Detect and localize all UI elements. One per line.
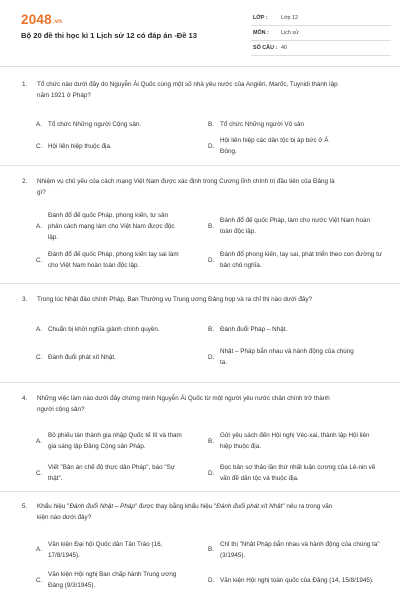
meta-label: MÔN : bbox=[253, 30, 269, 36]
document-title: Bộ 20 đề thi học kì 1 Lịch sử 12 có đáp án -Đề 13 bbox=[21, 31, 197, 40]
option-letter: C. bbox=[36, 353, 43, 361]
option-text: Đánh đổ đế quốc Pháp, làm cho nước Việt Nam hoàn toàn độc lập. bbox=[220, 217, 370, 235]
option-letter: B. bbox=[208, 222, 214, 230]
option-letter: A. bbox=[36, 546, 42, 553]
option-d[interactable] bbox=[208, 135, 383, 157]
option-letter: A. bbox=[36, 437, 42, 445]
option-letter: C. bbox=[36, 576, 43, 584]
option-letter: D. bbox=[208, 256, 215, 264]
question-text: Nhiệm vụ chủ yếu của cách mạng Việt Nam được xác định trong Cương lĩnh chính trị đầu tiên của Đảng là gì? bbox=[37, 178, 335, 196]
question-number: 1. bbox=[22, 81, 28, 88]
question-4 bbox=[0, 383, 400, 492]
meta-value: Lớp 12 bbox=[281, 15, 299, 21]
option-text: Bỏ phiếu tán thành gia nhập Quốc tế III và tham gia sáng lập Đảng Cộng sản Pháp. bbox=[48, 432, 182, 450]
option-text: Văn kiện Hội nghị Ban chấp hành Trung ương Đảng (9/3/1945). bbox=[48, 571, 177, 589]
option-text: Tổ chức Những người Vô sản bbox=[220, 120, 304, 128]
question-text: Trong lúc Nhật đảo chính Pháp, Ban Thường vụ Trung ương Đảng họp và ra chỉ thị nào dưới đây? bbox=[37, 296, 312, 303]
question-number: 5. bbox=[22, 503, 28, 510]
option-letter: B. bbox=[208, 120, 214, 128]
option-text: Viết "Bản án chế độ thực dân Pháp", báo "Sự thật". bbox=[48, 464, 176, 482]
option-letter: C. bbox=[36, 469, 43, 477]
option-text: Gửi yêu sách đến Hội nghị Véc-xai, thành lập Hội liên hiệp thuộc địa. bbox=[220, 432, 370, 450]
option-letter: B. bbox=[208, 325, 214, 333]
question-number: 2. bbox=[22, 178, 28, 185]
option-text: Đọc bản sơ thảo lần thứ nhất luận cương của Lê-nin về vấn đề dân tộc và thuộc địa. bbox=[220, 464, 376, 482]
option-text: Văn kiện Hội nghị toàn quốc của Đảng (14, 15/8/1945). bbox=[220, 576, 374, 584]
question-3 bbox=[0, 284, 400, 383]
option-letter: A. bbox=[36, 325, 42, 333]
option-letter: B. bbox=[208, 546, 214, 553]
option-letter: D. bbox=[208, 576, 215, 584]
question-2 bbox=[0, 166, 400, 284]
option-b[interactable] bbox=[208, 206, 383, 246]
option-text: Chuẩn bị khởi nghĩa giành chính quyền. bbox=[48, 325, 160, 333]
question-text: Những việc làm nào dưới đây chứng minh Nguyễn Ái Quốc từ một người yêu nước chân chính trở thành người cộng sản? bbox=[37, 395, 330, 413]
option-b[interactable] bbox=[208, 424, 383, 458]
site-logo[interactable]: 2048.vn bbox=[21, 12, 63, 27]
option-b[interactable] bbox=[208, 533, 383, 566]
option-d[interactable] bbox=[208, 344, 383, 370]
option-letter: D. bbox=[208, 353, 215, 361]
question-5 bbox=[0, 492, 400, 604]
option-letter: C. bbox=[36, 142, 43, 150]
meta-value: 40 bbox=[281, 45, 287, 51]
option-text: Đánh đuổi Pháp – Nhật. bbox=[220, 325, 288, 333]
meta-value: Lịch sử bbox=[281, 30, 299, 36]
option-text: Tổ chức Những người Cộng sản. bbox=[48, 120, 142, 128]
slogan-old: Đánh đuổi Nhật – Pháp bbox=[69, 503, 135, 510]
question-list bbox=[0, 78, 400, 604]
option-d[interactable] bbox=[208, 566, 383, 594]
option-c[interactable] bbox=[36, 566, 183, 594]
question-1 bbox=[0, 78, 400, 166]
option-a[interactable] bbox=[36, 314, 183, 344]
option-letter: C. bbox=[36, 256, 43, 264]
question-number: 4. bbox=[22, 395, 28, 402]
meta-row-count bbox=[251, 41, 391, 56]
option-letter: D. bbox=[208, 469, 215, 477]
option-text: Hội liên hiệp thuộc địa. bbox=[48, 142, 112, 150]
option-letter: A. bbox=[36, 222, 42, 230]
option-text: Chỉ thị "Nhật Pháp bắn nhau và hành động của chúng ta" (3/1945). bbox=[220, 540, 380, 559]
meta-label: LỚP : bbox=[253, 15, 268, 21]
question-text: Tổ chức nào dưới đây do Nguyễn Ái Quốc cùng một số nhà yêu nước của Angiêri, Marốc, Tuynidi thành lập năm 1921 ở Pháp? bbox=[37, 81, 338, 99]
option-a[interactable] bbox=[36, 424, 183, 458]
option-c[interactable] bbox=[36, 135, 183, 157]
meta-label: SỐ CÂU : bbox=[253, 45, 278, 51]
slogan-new: Đánh đuổi phát xít Nhật bbox=[216, 503, 283, 510]
meta-row-grade bbox=[251, 11, 391, 26]
option-b[interactable] bbox=[208, 314, 383, 344]
option-a[interactable] bbox=[36, 533, 183, 566]
option-letter: A. bbox=[36, 120, 42, 128]
option-text: Nhật – Pháp bắn nhau và hành động của chúng ta. bbox=[220, 348, 354, 366]
question-number: 3. bbox=[22, 296, 28, 303]
page-header bbox=[0, 0, 400, 67]
meta-row-subject bbox=[251, 26, 391, 41]
option-text: Hội liên hiệp các dân tộc bị áp bức ở Á Đông. bbox=[220, 137, 329, 155]
option-text: Đánh đổ phong kiến, tay sai, phát triển theo con đường tư bản chủ nghĩa. bbox=[220, 251, 383, 269]
question-text: Khẩu hiệu "Đánh đuổi Nhật – Pháp" được thay bằng khẩu hiệu "Đánh đuổi phát xít Nhật" nêu ra trong văn kiện nào dưới đây? bbox=[37, 503, 333, 521]
option-text: Văn kiện Đại hội Quốc dân Tân Trào (16, 17/8/1945). bbox=[48, 540, 163, 559]
option-c[interactable] bbox=[36, 246, 183, 274]
option-c[interactable] bbox=[36, 344, 183, 370]
option-d[interactable] bbox=[208, 246, 383, 274]
option-b[interactable] bbox=[208, 113, 383, 135]
option-a[interactable] bbox=[36, 113, 183, 135]
option-text: Đánh đuổi phát xít Nhật. bbox=[48, 353, 116, 361]
option-letter: D. bbox=[208, 142, 215, 150]
option-c[interactable] bbox=[36, 458, 183, 488]
option-d[interactable] bbox=[208, 458, 383, 488]
option-text: Đánh đổ đế quốc Pháp, phong kiến, tư sản phản cách mạng làm cho Việt Nam được độc lập. bbox=[48, 211, 175, 241]
option-a[interactable] bbox=[36, 206, 183, 246]
option-letter: B. bbox=[208, 437, 214, 445]
option-text: Đánh đổ đế quốc Pháp, phong kiến tay sai làm cho Việt Nam hoàn toàn độc lập. bbox=[48, 251, 179, 269]
meta-table bbox=[251, 11, 391, 56]
